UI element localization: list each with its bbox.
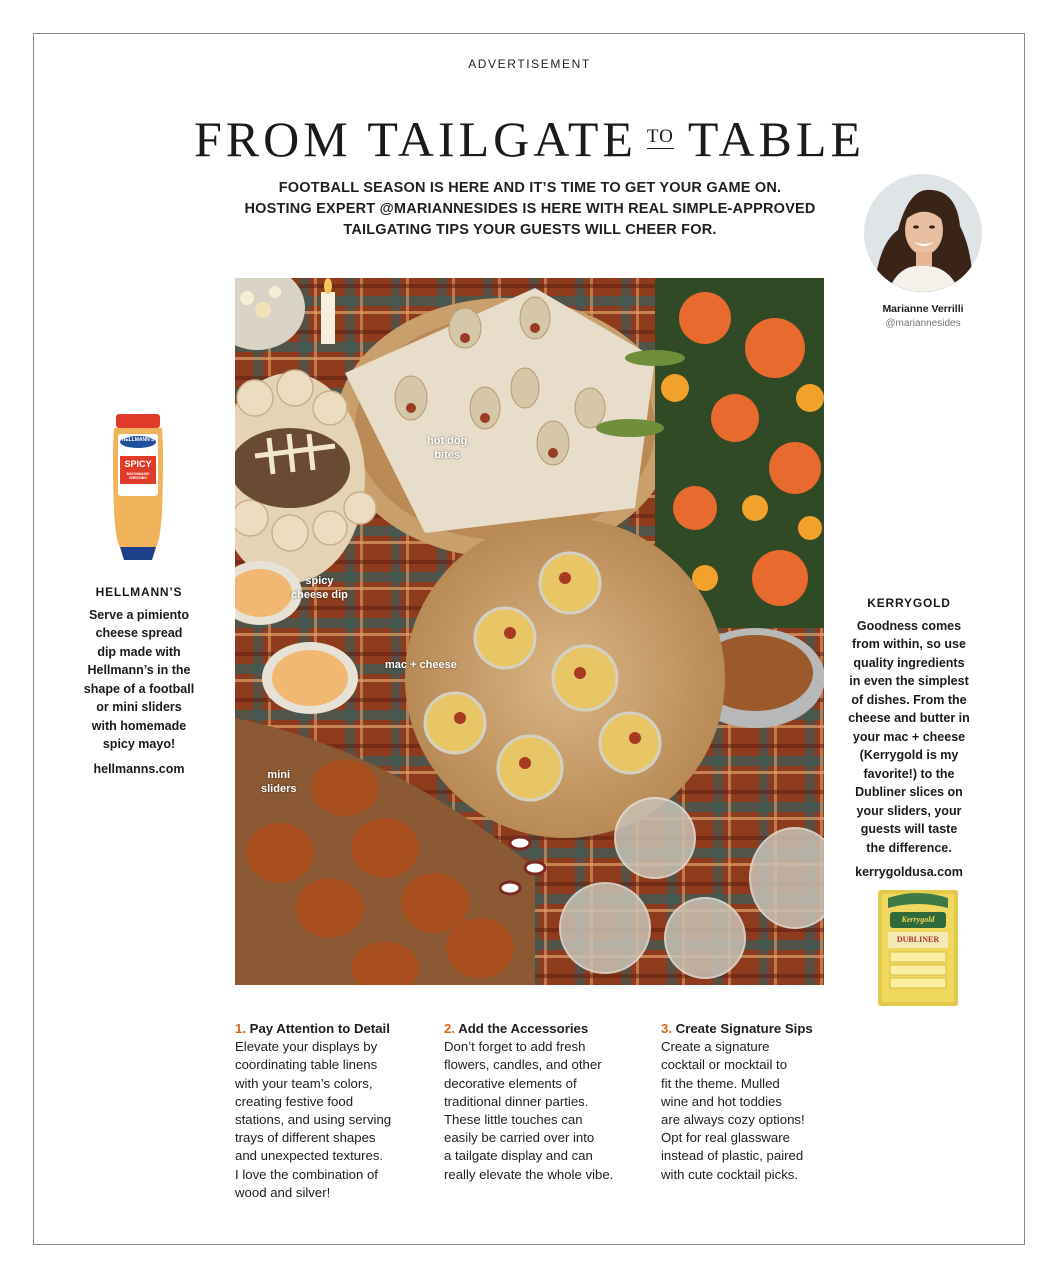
tip-line: creating festive food [235, 1093, 354, 1109]
kerrygold-line: your sliders, your [856, 803, 962, 818]
kerrygold-line: favorite!) to the [863, 766, 955, 781]
kerrygold-line: of dishes. From the [851, 692, 967, 707]
tip-line: with cute cocktail picks. [661, 1166, 799, 1182]
hellmanns-line: or mini sliders [96, 700, 182, 714]
tip-heading [661, 1020, 841, 1038]
hellmanns-line: with homemade [91, 718, 187, 733]
hellmanns-line: dip made with [97, 644, 181, 659]
label-cheese-dip: spicy cheese dip [291, 575, 348, 601]
subtitle-line: FOOTBALL SEASON IS HERE AND IT’S TIME TO GET YOUR GAME ON. [278, 180, 782, 196]
tip-line: trays of different shapes [235, 1130, 376, 1146]
label-mac-cheese: mac + cheese [385, 659, 457, 671]
tip-line: flowers, candles, and other [444, 1057, 602, 1073]
title-left: FROM TAILGATE [194, 111, 637, 167]
kerrygold-line: Goodness comes [856, 618, 962, 633]
tip-number: 3. [661, 1021, 672, 1036]
tip-title: Pay Attention to Detail [249, 1021, 390, 1036]
tip-line: easily be carried over into [444, 1130, 595, 1146]
kerrygold-line: in even the simplest [849, 674, 969, 688]
tip-line: wood and silver! [235, 1184, 331, 1200]
hellmanns-link[interactable]: hellmanns.com [93, 761, 185, 776]
subtitle [200, 178, 860, 241]
kerrygold-sidebar [848, 594, 970, 882]
advertisement-label: ADVERTISEMENT [468, 57, 591, 71]
author-name: Marianne Verrilli [882, 303, 964, 315]
tip-line: with your team’s colors, [235, 1075, 373, 1091]
hero-photo [235, 278, 824, 985]
kerrygold-line: quality ingredients [853, 655, 965, 670]
hellmanns-line: Serve a pimiento [88, 607, 190, 622]
hellmanns-line: cheese spread [95, 626, 183, 640]
tip-line: cocktail or mocktail to [661, 1057, 788, 1073]
title-connector: TO [646, 126, 674, 147]
tip-heading [444, 1020, 649, 1038]
tip-3 [661, 1020, 841, 1184]
pack-logo: Kerrygold [901, 915, 935, 924]
tip-line: decorative elements of [444, 1075, 577, 1091]
tip-line: These little touches can [444, 1112, 583, 1128]
tip-line: really elevate the whole vibe. [444, 1166, 614, 1182]
bottle-description: MAYONNAISE DRESSING [126, 472, 150, 480]
tip-heading [235, 1020, 435, 1038]
tip-line: Elevate your displays by [235, 1039, 378, 1055]
kerrygold-line: from within, so use [852, 637, 966, 651]
tip-title: Create Signature Sips [675, 1021, 813, 1036]
author-avatar [864, 174, 982, 292]
hellmanns-line: shape of a football [83, 681, 195, 696]
label-mini-sliders: mini sliders [261, 769, 297, 795]
tip-line: wine and hot toddies [661, 1093, 782, 1109]
bottle-flavor: SPICY [124, 459, 152, 469]
kerrygold-brand: KERRYGOLD [867, 596, 951, 610]
bottle-logo: HELLMANN'S [121, 437, 155, 443]
tip-line: Don’t forget to add fresh [444, 1039, 586, 1055]
kerrygold-line: the difference. [866, 840, 952, 855]
hellmanns-sidebar [72, 583, 206, 778]
title-right: TABLE [687, 111, 865, 167]
kerrygold-line: (Kerrygold is my [859, 748, 959, 762]
kerrygold-package-image [878, 890, 958, 1011]
tip-number: 1. [235, 1021, 246, 1036]
tip-line: instead of plastic, paired [661, 1148, 804, 1164]
label-hot-dog-bites: hot dog bites [427, 435, 468, 461]
tip-number: 2. [444, 1021, 455, 1036]
tip-line: traditional dinner parties. [444, 1093, 589, 1109]
tip-line: Opt for real glassware [661, 1130, 790, 1146]
tip-1 [235, 1020, 435, 1202]
hellmanns-line: Hellmann’s in the [87, 663, 191, 677]
pack-product: DUBLINER [896, 935, 940, 944]
kerrygold-line: cheese and butter in [848, 711, 970, 725]
tip-line: stations, and using serving [235, 1112, 392, 1128]
subtitle-line: TAILGATING TIPS YOUR GUESTS WILL CHEER FOR. [343, 222, 717, 238]
author-handle[interactable]: @mariannesides [885, 318, 961, 329]
tip-title: Add the Accessories [458, 1021, 589, 1036]
page-title [0, 110, 1059, 168]
kerrygold-link[interactable]: kerrygoldusa.com [855, 865, 963, 879]
tip-2 [444, 1020, 649, 1184]
tip-line: a tailgate display and can [444, 1148, 593, 1164]
tip-line: are always cozy options! [661, 1112, 805, 1128]
subtitle-line: HOSTING EXPERT @MARIANNESIDES IS HERE WITH REAL SIMPLE-APPROVED [244, 201, 816, 217]
tip-line: fit the theme. Mulled [661, 1075, 780, 1091]
hellmanns-brand: HELLMANN’S [95, 585, 183, 599]
kerrygold-line: guests will taste [860, 822, 958, 836]
kerrygold-line: Dubliner slices on [855, 785, 963, 799]
kerrygold-line: your mac + cheese [852, 729, 966, 744]
hellmanns-line: spicy mayo! [102, 737, 176, 751]
tip-line: I love the combination of [235, 1166, 378, 1182]
tip-line: Create a signature [661, 1039, 770, 1055]
tip-line: and unexpected textures. [235, 1148, 384, 1164]
tip-line: coordinating table linens [235, 1057, 378, 1073]
hellmanns-bottle-image [110, 412, 166, 567]
